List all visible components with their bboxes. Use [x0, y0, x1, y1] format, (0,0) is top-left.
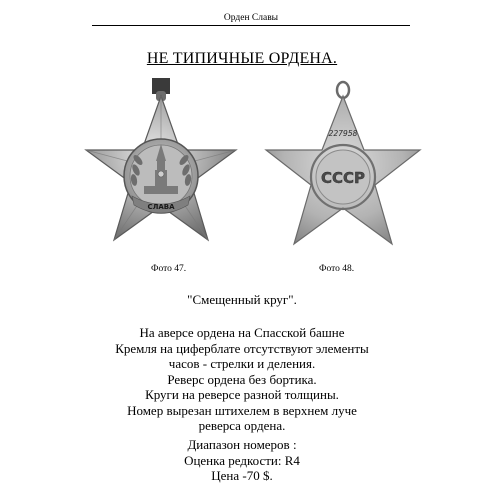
medal-obverse-photo	[70, 78, 250, 263]
photo-caption-47: Фото 47.	[151, 264, 187, 274]
engraved-number: 227958	[328, 129, 358, 138]
description-line: часов - стрелки и деления.	[168, 356, 316, 371]
description-line: Номер вырезан штихелем в верхнем луче	[127, 402, 357, 418]
price: Цена -70 $.	[211, 468, 273, 483]
header-title: Орден Славы	[223, 13, 279, 23]
reverse-inscription: СССР	[320, 169, 366, 187]
page-title: НЕ ТИПИЧНЫЕ ОРДЕНА.	[146, 50, 338, 67]
number-range: Диапазон номеров :	[187, 437, 297, 452]
description-line: На аверсе ордена на Спасской башне	[139, 325, 345, 340]
rarity-rating: Оценка редкости: R4	[184, 452, 300, 468]
description-line: Круги на реверсе разной толщины.	[145, 387, 339, 402]
medal-reverse-photo	[252, 78, 432, 263]
description-line: Реверс ордена без бортика.	[167, 371, 317, 387]
stats-block	[0, 437, 484, 484]
page-header	[92, 13, 410, 26]
obverse-inscription: СЛАВА	[147, 203, 175, 211]
description-line: Кремля на циферблате отсутствуют элементы	[115, 340, 369, 356]
variant-subtitle: "Смещенный круг".	[187, 292, 297, 307]
description-block	[0, 325, 484, 434]
description-line: реверса ордена.	[198, 418, 286, 433]
photo-caption-48: Фото 48.	[319, 264, 355, 274]
